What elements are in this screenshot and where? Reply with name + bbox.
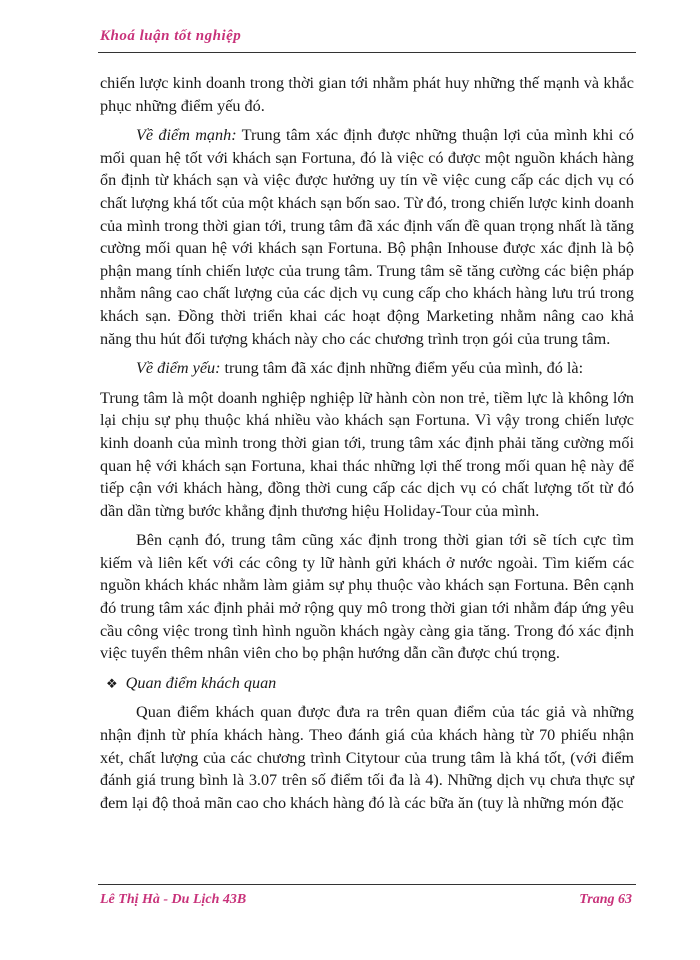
document-body <box>100 72 634 821</box>
strengths-lead: Về điểm mạnh: <box>136 126 237 145</box>
footer-author: Lê Thị Hà - Du Lịch 43B <box>100 892 247 907</box>
paragraph-objective: Quan điểm khách quan được đưa ra trên quan điểm của tác giả và những nhận định từ phía khách hàng. Theo đánh giá của khách hàng từ 70 phiếu nhận xét, chất lượng của các chương trình Citytour của trung tâm là khá tốt, (với điểm đánh giá trung bình là 3.07 trên số điểm tối đa là 4). Những dịch vụ chưa thực sự đem lại độ thoả mãn cao cho khách hàng đó là các bữa ăn (tuy là những món đặc <box>100 703 634 812</box>
weaknesses-lead: Về điểm yếu: <box>136 359 221 378</box>
paragraph-weaknesses: Trung tâm là một doanh nghiệp nghiệp lữ hành còn non trẻ, tiềm lực là không lớn lại chịu sự phụ thuộc khá nhiều vào khách sạn Fortuna. Vì vậy trong chiến lược kinh doanh của mình trong thời gian tới, trung tâm xác định phải tăng cường mối quan hệ với khách sạn Fortuna, khai thác những lợi thế trong mối quan hệ này để tiếp cận với khách hàng, đồng thời cung cấp các dịch vụ có chất lượng tốt từ đó dần dần từng bước khẳng định thương hiệu Holiday-Tour của mình. <box>100 388 634 520</box>
diamond-bullet-icon: ❖ <box>106 675 118 691</box>
section-heading-label: Quan điểm khách quan <box>125 673 277 692</box>
footer-page-number: Trang 63 <box>579 892 632 907</box>
header-divider <box>98 52 636 53</box>
paragraph-weaknesses-intro <box>100 357 634 380</box>
paragraph-strengths <box>100 124 634 350</box>
paragraph-expansion: Bên cạnh đó, trung tâm cũng xác định trong thời gian tới sẽ tích cực tìm kiếm và liên kết với các công ty lữ hành gửi khách ở nước ngoài. Tìm kiếm các nguồn khách khác nhằm làm giảm sự phụ thuộc vào khách sạn Fortuna. Bên cạnh đó trung tâm xác định phải mở rộng quy mô trong thời gian tới nhằm đáp ứng yêu cầu công việc trong tình hình nguồn khách ngày càng gia tăng. Trong đó xác định việc tuyển thêm nhân viên cho bọ phận hướng dẫn cần được chú trọng. <box>100 531 634 663</box>
header-title: Khoá luận tốt nghiệp <box>100 28 242 44</box>
weaknesses-text: trung tâm đã xác định những điểm yếu của mình, đó là: <box>220 359 584 378</box>
strengths-text: Trung tâm xác định được những thuận lợi của mình khi có mối quan hệ tốt với khách sạn Fortuna, đó là việc có được một nguồn khách hàng ổn định từ khách sạn và việc được hưởng uy tín về việc cung cấp các dịch vụ có chất lượng khá tốt của một khách sạn bốn sao. Từ đó, trong chiến lược kinh doanh của mình trong thời gian tới, trung tâm đã xác định vấn đề quan trọng nhất là tăng cường mối quan hệ với khách sạn Fortuna. Bộ phận Inhouse được xác định là bộ phận mang tính chiến lược của trung tâm. Trung tâm sẽ tăng cường các biện pháp nhằm nâng cao chất lượng của các dịch vụ cung cấp cho khách hàng lưu trú trong khách sạn. Đồng thời triển khai các hoạt động Marketing nhằm nâng cao khả năng thu hút đối tượng khách này cho các chương trình trọn gói của trung tâm. <box>100 126 634 348</box>
paragraph-1: chiến lược kinh doanh trong thời gian tới nhằm phát huy những thế mạnh và khắc phục những điểm yếu đó. <box>100 74 634 115</box>
footer-divider <box>98 884 636 885</box>
section-heading-objective <box>106 672 634 696</box>
